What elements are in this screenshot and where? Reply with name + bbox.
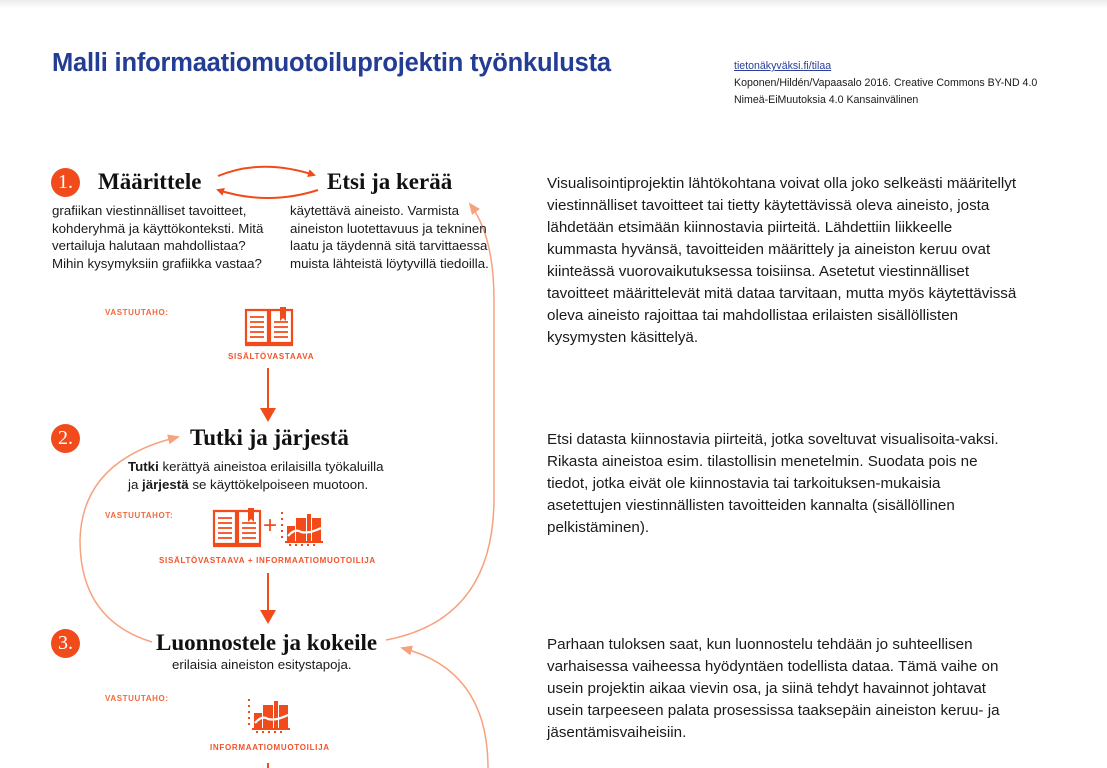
step-3-badge: 3. — [51, 629, 80, 658]
arrow-from-below-to-sketch — [402, 648, 488, 768]
step-3-subtitle: erilaisia aineiston esitystapoja. — [172, 657, 352, 672]
book-icon — [244, 307, 294, 349]
chart-icon — [281, 510, 323, 546]
step-3-description: Parhaan tuloksen saat, kun luonnostelu tehdään jo suhteellisen varhaisessa vaiheessa hyödyntäen todellista dataa. Tämä vaihe on usein projektin aikaa vievin osa, ja siinä tehdyt havainnot johtavat usein tarpeeseen palata prosessissa taaksepäin aineiston keruu- ja jäsentämisvaiheisiin. — [547, 636, 1000, 741]
arrow-down-2-head — [260, 610, 276, 624]
step-1-text-collect: käytettävä aineisto. Varmista aineiston luotettavuus ja tekninen laatu ja täydennä sitä tarvittaessa muista lähteistä löytyvillä tiedoilla. — [290, 203, 489, 271]
step-1-title-collect: Etsi ja kerää — [327, 169, 453, 194]
book-icon — [212, 508, 262, 550]
arrow-define-to-collect — [218, 167, 314, 176]
credit-text: Koponen/Hildén/Vapaasalo 2016. Creative Commons BY-ND 4.0 — [734, 77, 1038, 89]
step-2-text-part-2: ja — [128, 476, 143, 492]
step-2-text-line-2 — [128, 476, 418, 494]
step-1-responsibility-label: VASTUUTAHO: — [105, 308, 169, 317]
page-title: Malli informaatiomuotoiluprojektin työnkulusta — [52, 49, 611, 77]
step-2-text-part-3: se käyttökelpoiseen muotoon. — [188, 476, 369, 492]
step-1-text-define: grafiikan viestinnälliset tavoitteet, kohderyhmä ja käyttökonteksti. Mitä vertailuja halutaan mahdollistaa? Mihin kysymyksiin grafiikka vastaa? — [52, 203, 264, 271]
step-3-responsibility-label: VASTUUTAHO: — [105, 694, 169, 703]
arrow-down-1-head — [260, 408, 276, 422]
step-2-text-line-1 — [128, 458, 418, 476]
step-2-title: Tutki ja järjestä — [190, 425, 349, 450]
license-text: Nimeä-EiMuutoksia 4.0 Kansainvälinen — [734, 94, 919, 106]
step-2-roles: SISÄLTÖVASTAAVA + INFORMAATIOMUOTOILIJA — [159, 556, 376, 565]
step-1-role: SISÄLTÖVASTAAVA — [228, 352, 315, 361]
arrow-collect-to-define — [218, 190, 318, 198]
step-1-title-define: Määrittele — [98, 169, 202, 194]
step-2-responsibility-label: VASTUUTAHOT: — [105, 511, 174, 520]
organize-keyword: järjestä — [142, 476, 189, 492]
chart-icon — [248, 697, 290, 733]
step-2-text — [128, 458, 418, 493]
step-2-badge: 2. — [51, 424, 80, 453]
subscribe-link[interactable]: tietonäkyväksi.fi/tilaa — [734, 60, 832, 72]
step-2-description: Etsi datasta kiinnostavia piirteitä, jotka soveltuvat visualisoita-vaksi. Rikasta aineistoa esim. tilastollisin menetelmin. Suodata pois ne tiedot, jotka eivät ole kiinnostavia tai tarkoituksen-mukaisia asetettujen viestinnällisten tavoitteiden kannalta (sisällöllinen pelkistäminen). — [547, 431, 999, 536]
explore-keyword: Tutki — [128, 459, 159, 474]
plus-sign: + — [263, 512, 278, 539]
step-3-title: Luonnostele ja kokeile — [156, 630, 378, 655]
step-3-role: INFORMAATIOMUOTOILIJA — [210, 743, 330, 752]
step-1-description: Visualisointiprojektin lähtökohtana voivat olla joko selkeästi määritellyt viestinnälliset tavoitteet tai tietty käytettävissä oleva aineisto, josta lähdetään etsimään kiinnostavia piirteitä. Lähdettiin liikkeelle kummasta hyvänsä, tavoitteiden määrittely ja aineiston keruu ovat kiinteässä vuorovaikutuksessa toisiinsa. Asetetut viestinnälliset tavoitteet määrittelevät mitä dataa tarvitaan, mutta myös käytettävissä oleva aineisto rajoittaa tai mahdollistaa erilaisten sisällöllisten kysymysten käsittelyä. — [547, 175, 1017, 346]
step-2-text-part-1: kerättyä aineistoa erilaisilla työkaluilla — [158, 459, 384, 474]
step-1-badge: 1. — [51, 168, 80, 197]
